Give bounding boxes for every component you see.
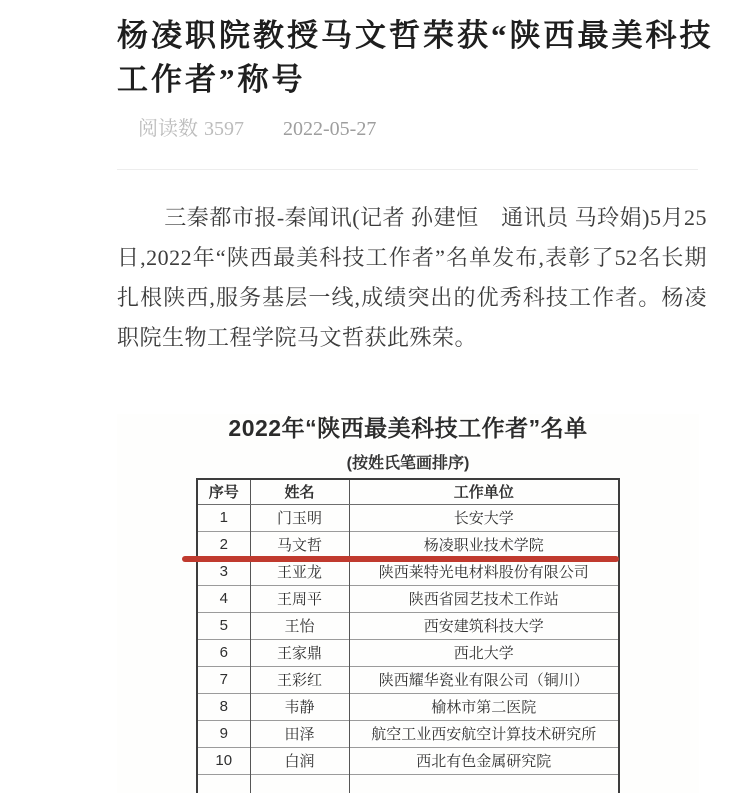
row-no: 1 (197, 504, 250, 531)
header-cell-no: 序号 (197, 479, 250, 504)
row-name: 王怡 (250, 612, 349, 639)
row-no: 8 (197, 693, 250, 720)
table-header-row (197, 479, 619, 504)
row-empty-cell (250, 774, 349, 793)
read-count-value: 3597 (204, 118, 244, 140)
row-no: 2 (197, 531, 250, 558)
article-body: 三秦都市报-秦闻讯(记者 孙建恒 通讯员 马玲娟)5月25日,2022年“陕西最美科技工作者”名单发布,表彰了52名长期扎根陕西,服务基层一线,成绩突出的优秀科技工作者。杨凌职院生物工程学院马文哲获此殊荣。 (117, 205, 707, 350)
row-unit: 榆林市第二医院 (349, 693, 619, 720)
row-name: 王亚龙 (250, 558, 349, 585)
row-no: 3 (197, 558, 250, 585)
row-name: 韦静 (250, 693, 349, 720)
table-row (197, 612, 619, 639)
row-unit: 陕西莱特光电材料股份有限公司 (349, 558, 619, 585)
roster-table-body (197, 504, 619, 793)
row-no: 10 (197, 747, 250, 774)
table-row (197, 666, 619, 693)
row-name: 白润 (250, 747, 349, 774)
table-row (197, 585, 619, 612)
row-empty-cell (197, 774, 250, 793)
page-title: 杨凌职院教授马文哲荣获“陕西最美科技工作者”称号 (117, 18, 714, 97)
row-no: 7 (197, 666, 250, 693)
header-cell-unit: 工作单位 (349, 479, 619, 504)
table-row (197, 504, 619, 531)
article-meta (138, 117, 376, 141)
row-no: 9 (197, 720, 250, 747)
table-row (197, 639, 619, 666)
table-row (197, 747, 619, 774)
table-row (197, 558, 619, 585)
figure-subtitle: (按姓氏笔画排序) (346, 455, 470, 472)
highlight-underline (182, 556, 619, 562)
roster-table (196, 478, 620, 793)
row-unit: 西北有色金属研究院 (349, 747, 619, 774)
row-unit: 杨凌职业技术学院 (349, 531, 619, 558)
row-unit: 陕西耀华瓷业有限公司（铜川） (349, 666, 619, 693)
row-unit: 长安大学 (349, 504, 619, 531)
header-divider (117, 169, 698, 170)
row-empty-cell (349, 774, 619, 793)
row-unit: 航空工业西安航空计算技术研究所 (349, 720, 619, 747)
row-unit: 陕西省园艺技术工作站 (349, 585, 619, 612)
row-name: 门玉明 (250, 504, 349, 531)
row-name: 王彩红 (250, 666, 349, 693)
row-name: 马文哲 (250, 531, 349, 558)
row-no: 6 (197, 639, 250, 666)
row-name: 王家鼎 (250, 639, 349, 666)
row-no: 5 (197, 612, 250, 639)
row-unit: 西安建筑科技大学 (349, 612, 619, 639)
table-row-partial (197, 774, 619, 793)
table-row-highlighted (197, 531, 619, 558)
row-name: 王周平 (250, 585, 349, 612)
publish-date: 2022-05-27 (283, 118, 377, 140)
roster-table-wrapper (194, 478, 622, 793)
figure-title: 2022年“陕西最美科技工作者”名单 (228, 415, 588, 441)
row-name: 田泽 (250, 720, 349, 747)
row-no: 4 (197, 585, 250, 612)
read-count (138, 118, 249, 140)
read-count-label: 阅读数 (138, 118, 198, 140)
header-cell-name: 姓名 (250, 479, 349, 504)
table-row (197, 720, 619, 747)
roster-figure (117, 414, 699, 793)
table-row (197, 693, 619, 720)
row-unit: 西北大学 (349, 639, 619, 666)
